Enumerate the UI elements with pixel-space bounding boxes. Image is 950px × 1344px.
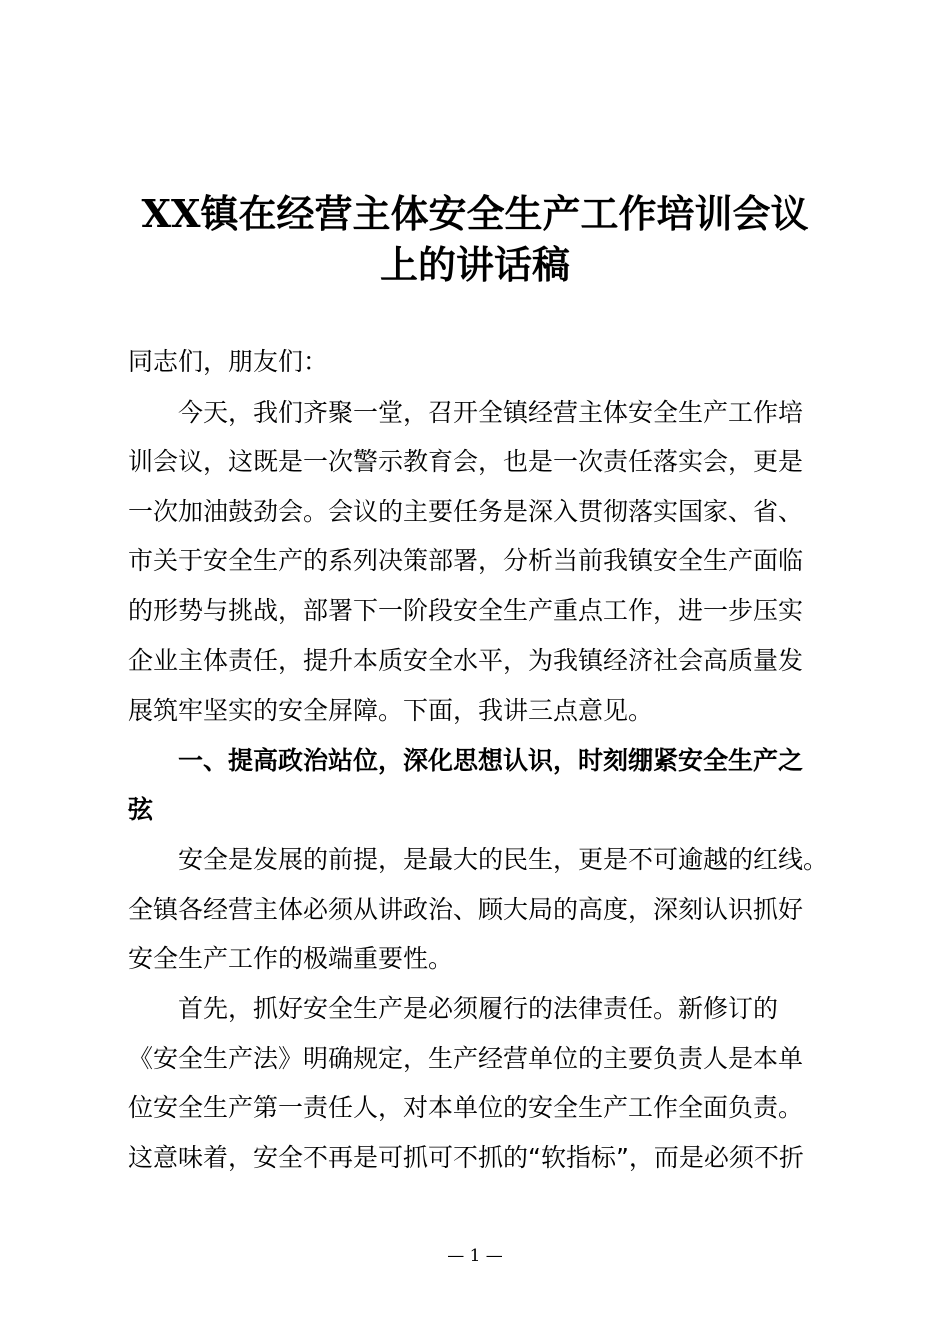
paragraph-line: 一次加油鼓劲会。会议的主要任务是深入贯彻落实国家、省、	[128, 497, 804, 526]
paragraph-line: 企业主体责任，提升本质安全水平，为我镇经济社会高质量发	[128, 646, 804, 675]
paragraph-line: 安全生产工作的极端重要性。	[128, 944, 454, 973]
page-number: — 1 —	[447, 1246, 503, 1266]
paragraph-line: 位安全生产第一责任人，对本单位的安全生产工作全面负责。	[128, 1093, 804, 1122]
section-heading-line: 弦	[128, 795, 154, 824]
section-heading-line: 一、提高政治站位，深化思想认识，时刻绷紧安全生产之	[178, 746, 804, 775]
document-title-line-2: 上的讲话稿	[379, 242, 570, 287]
paragraph-line: 全镇各经营主体必须从讲政治、顾大局的高度，深刻认识抓好	[128, 895, 804, 924]
paragraph-line: 这意味着，安全不再是可抓可不抓的“软指标”，而是必须不折	[128, 1143, 804, 1172]
paragraph-line: 安全是发展的前提，是最大的民生，更是不可逾越的红线。	[178, 845, 829, 874]
document-title-line-1: XX镇在经营主体安全生产工作培训会议	[141, 191, 809, 236]
paragraph-line: 今天，我们齐聚一堂，召开全镇经营主体安全生产工作培	[178, 398, 804, 427]
paragraph-line: 首先，抓好安全生产是必须履行的法律责任。新修订的	[178, 994, 779, 1023]
paragraph-line: 《安全生产法》明确规定，生产经营单位的主要负责人是本单	[128, 1044, 804, 1073]
paragraph-line: 的形势与挑战，部署下一阶段安全生产重点工作，进一步压实	[128, 596, 804, 625]
salutation: 同志们，朋友们：	[128, 347, 329, 376]
paragraph-line: 训会议，这既是一次警示教育会，也是一次责任落实会，更是	[128, 447, 804, 476]
paragraph-line: 展筑牢坚实的安全屏障。下面，我讲三点意见。	[128, 696, 654, 725]
paragraph-line: 市关于安全生产的系列决策部署，分析当前我镇安全生产面临	[128, 546, 804, 575]
